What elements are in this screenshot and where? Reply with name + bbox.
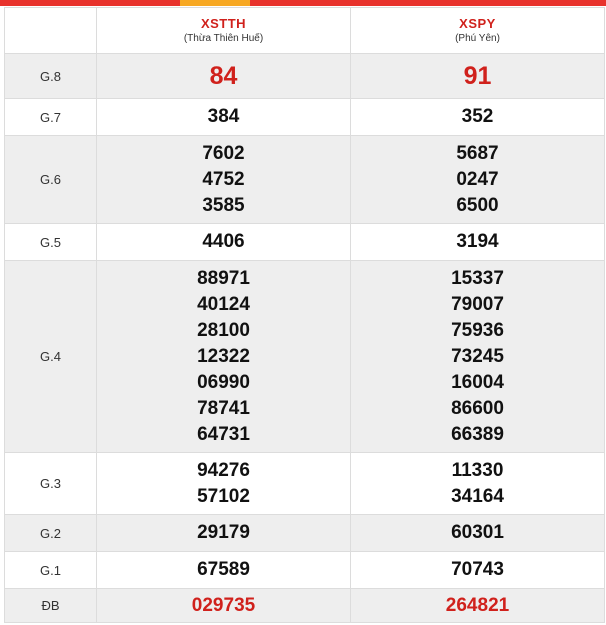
province-name: (Phú Yên) bbox=[455, 32, 500, 44]
prize-cell bbox=[351, 261, 605, 453]
prize-number[interactable]: 79007 bbox=[451, 293, 504, 315]
prize-number[interactable]: 384 bbox=[207, 106, 240, 127]
prize-label: G.8 bbox=[5, 54, 97, 99]
prize-cell bbox=[97, 54, 351, 99]
prize-number[interactable]: 91 bbox=[463, 62, 492, 90]
prize-row bbox=[5, 589, 605, 623]
top-accent-segment bbox=[180, 0, 250, 6]
prize-label: G.7 bbox=[5, 99, 97, 136]
prize-number[interactable]: 7602 bbox=[202, 142, 245, 164]
prize-label: G.1 bbox=[5, 552, 97, 589]
prize-number[interactable]: 57102 bbox=[197, 485, 250, 507]
province-code[interactable]: XSTTH bbox=[200, 15, 247, 31]
prize-cell bbox=[351, 589, 605, 623]
prize-number[interactable]: 352 bbox=[461, 106, 494, 127]
prize-number[interactable]: 60301 bbox=[451, 522, 504, 543]
province-header-xspy[interactable] bbox=[351, 8, 605, 54]
prize-cell bbox=[351, 224, 605, 261]
prize-row bbox=[5, 99, 605, 136]
province-code[interactable]: XSPY bbox=[459, 15, 496, 31]
prize-number[interactable]: 94276 bbox=[197, 459, 250, 481]
prize-label: G.6 bbox=[5, 136, 97, 224]
prize-cell bbox=[97, 589, 351, 623]
prize-cell bbox=[97, 136, 351, 224]
prize-number[interactable]: 66389 bbox=[451, 423, 504, 445]
prize-number[interactable]: 264821 bbox=[445, 594, 510, 616]
prize-label: G.5 bbox=[5, 224, 97, 261]
prize-cell bbox=[351, 515, 605, 552]
prize-cell bbox=[97, 453, 351, 515]
header-corner bbox=[5, 8, 97, 54]
prize-number[interactable]: 73245 bbox=[451, 345, 504, 367]
prize-row bbox=[5, 224, 605, 261]
prize-number[interactable]: 06990 bbox=[197, 371, 250, 393]
prize-cell bbox=[97, 261, 351, 453]
prize-number[interactable]: 4752 bbox=[202, 168, 245, 190]
province-name: (Thừa Thiên Huế) bbox=[183, 32, 264, 44]
prize-label: G.3 bbox=[5, 453, 97, 515]
prize-number[interactable]: 16004 bbox=[451, 371, 504, 393]
prize-number[interactable]: 6500 bbox=[456, 194, 499, 216]
prize-number[interactable]: 78741 bbox=[197, 397, 250, 419]
prize-cell bbox=[97, 552, 351, 589]
header-row bbox=[5, 8, 605, 54]
prize-cell bbox=[351, 552, 605, 589]
prize-row bbox=[5, 54, 605, 99]
prize-row bbox=[5, 453, 605, 515]
prize-number[interactable]: 28100 bbox=[197, 319, 250, 341]
prize-number[interactable]: 029735 bbox=[191, 594, 256, 616]
prize-row bbox=[5, 136, 605, 224]
prize-number[interactable]: 86600 bbox=[451, 397, 504, 419]
prize-number[interactable]: 5687 bbox=[456, 142, 499, 164]
prize-cell bbox=[97, 99, 351, 136]
prize-number[interactable]: 64731 bbox=[197, 423, 250, 445]
province-header-xstth[interactable] bbox=[97, 8, 351, 54]
prize-number[interactable]: 70743 bbox=[451, 559, 504, 580]
prize-cell bbox=[351, 453, 605, 515]
top-accent-bar bbox=[0, 0, 606, 6]
prize-label: G.2 bbox=[5, 515, 97, 552]
prize-number[interactable]: 40124 bbox=[197, 293, 250, 315]
prize-label: ĐB bbox=[5, 589, 97, 623]
prize-cell bbox=[97, 224, 351, 261]
prize-row bbox=[5, 515, 605, 552]
prize-number[interactable]: 67589 bbox=[197, 559, 250, 580]
prize-number[interactable]: 0247 bbox=[456, 168, 499, 190]
prize-number[interactable]: 75936 bbox=[451, 319, 504, 341]
prize-number[interactable]: 11330 bbox=[451, 459, 504, 481]
prize-number[interactable]: 15337 bbox=[451, 267, 504, 289]
prize-number[interactable]: 4406 bbox=[202, 231, 245, 252]
prize-number[interactable]: 29179 bbox=[197, 522, 250, 543]
prize-row bbox=[5, 552, 605, 589]
prize-cell bbox=[97, 515, 351, 552]
prize-label: G.4 bbox=[5, 261, 97, 453]
prize-cell bbox=[351, 54, 605, 99]
prize-number[interactable]: 84 bbox=[209, 62, 238, 90]
prize-number[interactable]: 3194 bbox=[456, 231, 499, 252]
prize-number[interactable]: 88971 bbox=[197, 267, 250, 289]
prize-number[interactable]: 34164 bbox=[451, 485, 504, 507]
prize-cell bbox=[351, 99, 605, 136]
prize-number[interactable]: 3585 bbox=[202, 194, 245, 216]
lottery-results-table bbox=[4, 7, 605, 623]
prize-number[interactable]: 12322 bbox=[197, 345, 250, 367]
prize-cell bbox=[351, 136, 605, 224]
prize-row bbox=[5, 261, 605, 453]
